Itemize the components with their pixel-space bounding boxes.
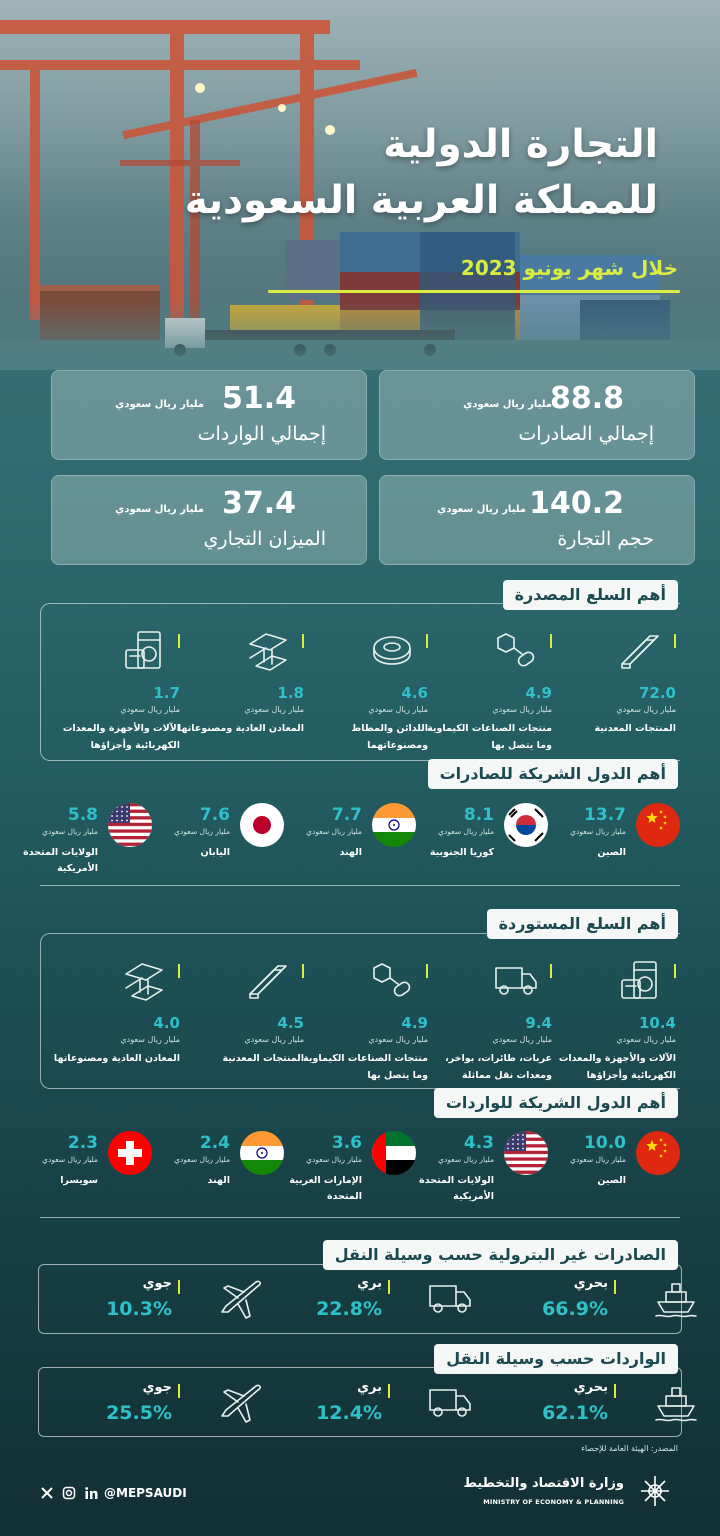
commodity-name: الآلات والأجهزة والمعدات الكهربائية وأجزاؤها <box>62 723 180 751</box>
accent-tick <box>614 1384 616 1398</box>
page-title-line2: للمملكة العربية السعودية <box>184 178 658 223</box>
social-handle[interactable]: @MEPSAUDI <box>104 1486 187 1500</box>
partner-value: 5.8 <box>67 805 98 825</box>
accent-tick <box>550 964 552 978</box>
ship-icon <box>654 1276 700 1316</box>
ministry-logo-icon <box>636 1472 674 1510</box>
partner-value: 7.6 <box>199 805 230 825</box>
commodity-unit: مليار ريال سعودي <box>120 1035 180 1044</box>
partner-country-item <box>550 803 680 883</box>
kpi-unit: مليار ريال سعودي <box>463 399 552 410</box>
ministry-name-en: MINISTRY OF ECONOMY & PLANNING <box>483 1498 624 1506</box>
accent-tick <box>302 964 304 978</box>
commodity-unit: مليار ريال سعودي <box>244 1035 304 1044</box>
ship-icon <box>654 1380 700 1420</box>
partner-country-item <box>550 1131 680 1211</box>
partner-value: 13.7 <box>584 805 626 825</box>
commodity-value: 72.0 <box>638 684 676 702</box>
mineral-products-icon <box>616 628 664 672</box>
transport-share: 25.5% <box>106 1402 172 1424</box>
commodity-name: المنتجات المعدنية <box>594 723 676 734</box>
commodity-name: منتجات الصناعات الكيماوية وما يتصل بها <box>427 723 552 751</box>
flag-india-icon <box>240 1131 284 1175</box>
kpi-value: 140.2 <box>529 486 624 521</box>
accent-tick <box>178 964 180 978</box>
kpi-label: الميزان التجاري <box>203 528 326 550</box>
transport-share: 62.1% <box>542 1402 608 1424</box>
commodity-name: اللدائن والمطاط ومصنوعاتهما <box>351 723 428 751</box>
commodity-value: 4.9 <box>525 684 552 702</box>
transport-mode-item <box>182 1272 382 1332</box>
partner-name: الولايات المتحدة الأمريكية <box>419 1175 494 1202</box>
commodity-item <box>548 958 678 1088</box>
kpi-label: حجم التجارة <box>557 528 654 550</box>
commodity-item <box>52 628 182 758</box>
commodity-item <box>300 628 430 758</box>
partner-unit: مليار ريال سعودي <box>570 827 626 836</box>
period-underline <box>268 290 680 293</box>
accent-tick <box>388 1280 390 1294</box>
rubber-ring-icon <box>368 628 416 672</box>
flag-india-icon <box>372 803 416 847</box>
commodity-name: عربات، طائرات، بواخر، ومعدات نقل مماثلة <box>445 1053 552 1081</box>
appliances-icon <box>120 628 168 672</box>
instagram-icon[interactable] <box>62 1486 76 1500</box>
flag-usa-icon <box>108 803 152 847</box>
partner-name: كوريا الجنوبية <box>429 847 494 858</box>
accent-tick <box>674 634 676 648</box>
kpi-unit: مليار ريال سعودي <box>115 504 204 515</box>
flag-usa-icon <box>504 1131 548 1175</box>
partner-unit: مليار ريال سعودي <box>174 827 230 836</box>
partner-country-item <box>22 803 152 883</box>
kpi-total-imports <box>51 370 367 460</box>
flag-china-icon <box>636 803 680 847</box>
commodity-item <box>52 958 182 1088</box>
partner-unit: مليار ريال سعودي <box>42 1155 98 1164</box>
partner-name: الإمارات العربية المتحدة <box>289 1175 362 1202</box>
accent-tick <box>550 634 552 648</box>
commodity-item <box>176 958 306 1088</box>
chemical-icon <box>492 628 540 672</box>
commodity-value: 9.4 <box>525 1014 552 1032</box>
commodity-value: 4.6 <box>401 684 428 702</box>
section-title-export-goods: أهم السلع المصدرة <box>503 580 678 610</box>
partner-country-item <box>418 1131 548 1211</box>
partner-value: 2.3 <box>67 1133 98 1153</box>
partner-name: الصين <box>597 1175 626 1186</box>
steel-beam-icon <box>120 958 168 1002</box>
kpi-label: إجمالي الواردات <box>197 423 326 445</box>
commodity-unit: مليار ريال سعودي <box>368 705 428 714</box>
section-title-imports-transport: الواردات حسب وسيلة النقل <box>434 1344 678 1374</box>
partner-name: الهند <box>339 847 362 858</box>
transport-label: بري <box>357 1276 382 1291</box>
flag-uae-icon <box>372 1131 416 1175</box>
commodity-item <box>424 958 554 1088</box>
accent-tick <box>426 964 428 978</box>
partner-unit: مليار ريال سعودي <box>570 1155 626 1164</box>
kpi-trade-volume <box>379 475 695 565</box>
partner-value: 8.1 <box>463 805 494 825</box>
hero-fade <box>0 300 720 370</box>
truck-icon <box>492 958 540 1002</box>
divider <box>40 1217 680 1218</box>
transport-share: 66.9% <box>542 1298 608 1320</box>
commodity-name: المنتجات المعدنية <box>222 1053 304 1064</box>
commodity-unit: مليار ريال سعودي <box>616 705 676 714</box>
commodity-value: 4.5 <box>277 1014 304 1032</box>
flag-china-icon <box>636 1131 680 1175</box>
flag-japan-icon <box>240 803 284 847</box>
transport-label: بحري <box>573 1380 608 1395</box>
commodity-name: المعادن العادية ومصنوعاتها <box>53 1053 180 1064</box>
accent-tick <box>302 634 304 648</box>
period-label: خلال شهر يونيو 2023 <box>460 256 678 280</box>
commodity-value: 4.0 <box>153 1014 180 1032</box>
kpi-value: 88.8 <box>549 381 624 416</box>
kpi-trade-balance <box>51 475 367 565</box>
transport-label: جوي <box>142 1380 172 1395</box>
transport-label: بحري <box>573 1276 608 1291</box>
commodity-item <box>176 628 306 758</box>
commodity-item <box>548 628 678 758</box>
partner-value: 10.0 <box>584 1133 626 1153</box>
partner-unit: مليار ريال سعودي <box>306 1155 362 1164</box>
accent-tick <box>178 634 180 648</box>
source-note: المصدر: الهيئة العامة للإحصاء <box>581 1444 678 1453</box>
appliances-icon <box>616 958 664 1002</box>
accent-tick <box>178 1280 180 1294</box>
transport-share: 22.8% <box>316 1298 382 1320</box>
truck-icon <box>428 1380 474 1420</box>
partner-name: الولايات المتحدة الأمريكية <box>23 847 98 874</box>
kpi-value: 51.4 <box>221 381 296 416</box>
partner-unit: مليار ريال سعودي <box>174 1155 230 1164</box>
partner-value: 7.7 <box>331 805 362 825</box>
commodity-value: 1.8 <box>277 684 304 702</box>
accent-tick <box>614 1280 616 1294</box>
page-title-line1: التجارة الدولية <box>383 122 658 167</box>
kpi-unit: مليار ريال سعودي <box>437 504 526 515</box>
chemical-icon <box>368 958 416 1002</box>
transport-share: 10.3% <box>106 1298 172 1320</box>
kpi-unit: مليار ريال سعودي <box>115 399 204 410</box>
commodity-name: المعادن العادية ومصنوعاتها <box>177 723 304 734</box>
truck-icon <box>428 1276 474 1316</box>
section-title-export-partners: أهم الدول الشريكة للصادرات <box>428 759 678 789</box>
partner-country-item <box>22 1131 152 1211</box>
accent-tick <box>388 1384 390 1398</box>
commodity-unit: مليار ريال سعودي <box>120 705 180 714</box>
commodity-unit: مليار ريال سعودي <box>492 705 552 714</box>
steel-beam-icon <box>244 628 292 672</box>
section-title-nonoil-transport: الصادرات غير البترولية حسب وسيلة النقل <box>323 1240 678 1270</box>
commodity-unit: مليار ريال سعودي <box>616 1035 676 1044</box>
kpi-label: إجمالي الصادرات <box>518 423 654 445</box>
transport-share: 12.4% <box>316 1402 382 1424</box>
partner-value: 4.3 <box>463 1133 494 1153</box>
commodity-item <box>300 958 430 1088</box>
partner-country-item <box>154 803 284 883</box>
accent-tick <box>178 1384 180 1398</box>
mineral-products-icon <box>244 958 292 1002</box>
partner-name: اليابان <box>200 847 230 858</box>
transport-mode-item <box>0 1376 172 1436</box>
section-title-import-partners: أهم الدول الشريكة للواردات <box>434 1088 678 1118</box>
divider <box>40 885 680 886</box>
partner-country-item <box>286 1131 416 1211</box>
partner-country-item <box>154 1131 284 1211</box>
linkedin-icon[interactable] <box>84 1486 98 1500</box>
partner-country-item <box>286 803 416 883</box>
partner-name: الهند <box>207 1175 230 1186</box>
commodity-value: 4.9 <box>401 1014 428 1032</box>
partner-name: سويسرا <box>60 1175 98 1186</box>
commodity-name: الآلات والأجهزة والمعدات الكهربائية وأجزاؤها <box>558 1053 676 1081</box>
partner-name: الصين <box>597 847 626 858</box>
airplane-icon <box>218 1276 264 1316</box>
transport-mode-item <box>0 1272 172 1332</box>
commodity-value: 1.7 <box>153 684 180 702</box>
airplane-icon <box>218 1380 264 1420</box>
commodity-value: 10.4 <box>638 1014 676 1032</box>
section-title-import-goods: أهم السلع المستوردة <box>487 909 678 939</box>
accent-tick <box>674 964 676 978</box>
kpi-value: 37.4 <box>221 486 296 521</box>
transport-label: جوي <box>142 1276 172 1291</box>
partner-value: 3.6 <box>331 1133 362 1153</box>
hero-banner <box>0 0 720 370</box>
flag-switzerland-icon <box>108 1131 152 1175</box>
transport-mode-item <box>182 1376 382 1436</box>
partner-unit: مليار ريال سعودي <box>306 827 362 836</box>
commodity-item <box>424 628 554 758</box>
commodity-unit: مليار ريال سعودي <box>492 1035 552 1044</box>
commodity-name: منتجات الصناعات الكيماوية وما يتصل بها <box>303 1053 428 1081</box>
partner-value: 2.4 <box>199 1133 230 1153</box>
partner-country-item <box>418 803 548 883</box>
x-twitter-icon[interactable] <box>40 1486 54 1500</box>
partner-unit: مليار ريال سعودي <box>438 1155 494 1164</box>
ministry-name-ar: وزارة الاقتصاد والتخطيط <box>463 1476 624 1491</box>
kpi-total-exports <box>379 370 695 460</box>
commodity-unit: مليار ريال سعودي <box>368 1035 428 1044</box>
accent-tick <box>426 634 428 648</box>
commodity-unit: مليار ريال سعودي <box>244 705 304 714</box>
partner-unit: مليار ريال سعودي <box>42 827 98 836</box>
transport-label: بري <box>357 1380 382 1395</box>
partner-unit: مليار ريال سعودي <box>438 827 494 836</box>
flag-korea-icon <box>504 803 548 847</box>
